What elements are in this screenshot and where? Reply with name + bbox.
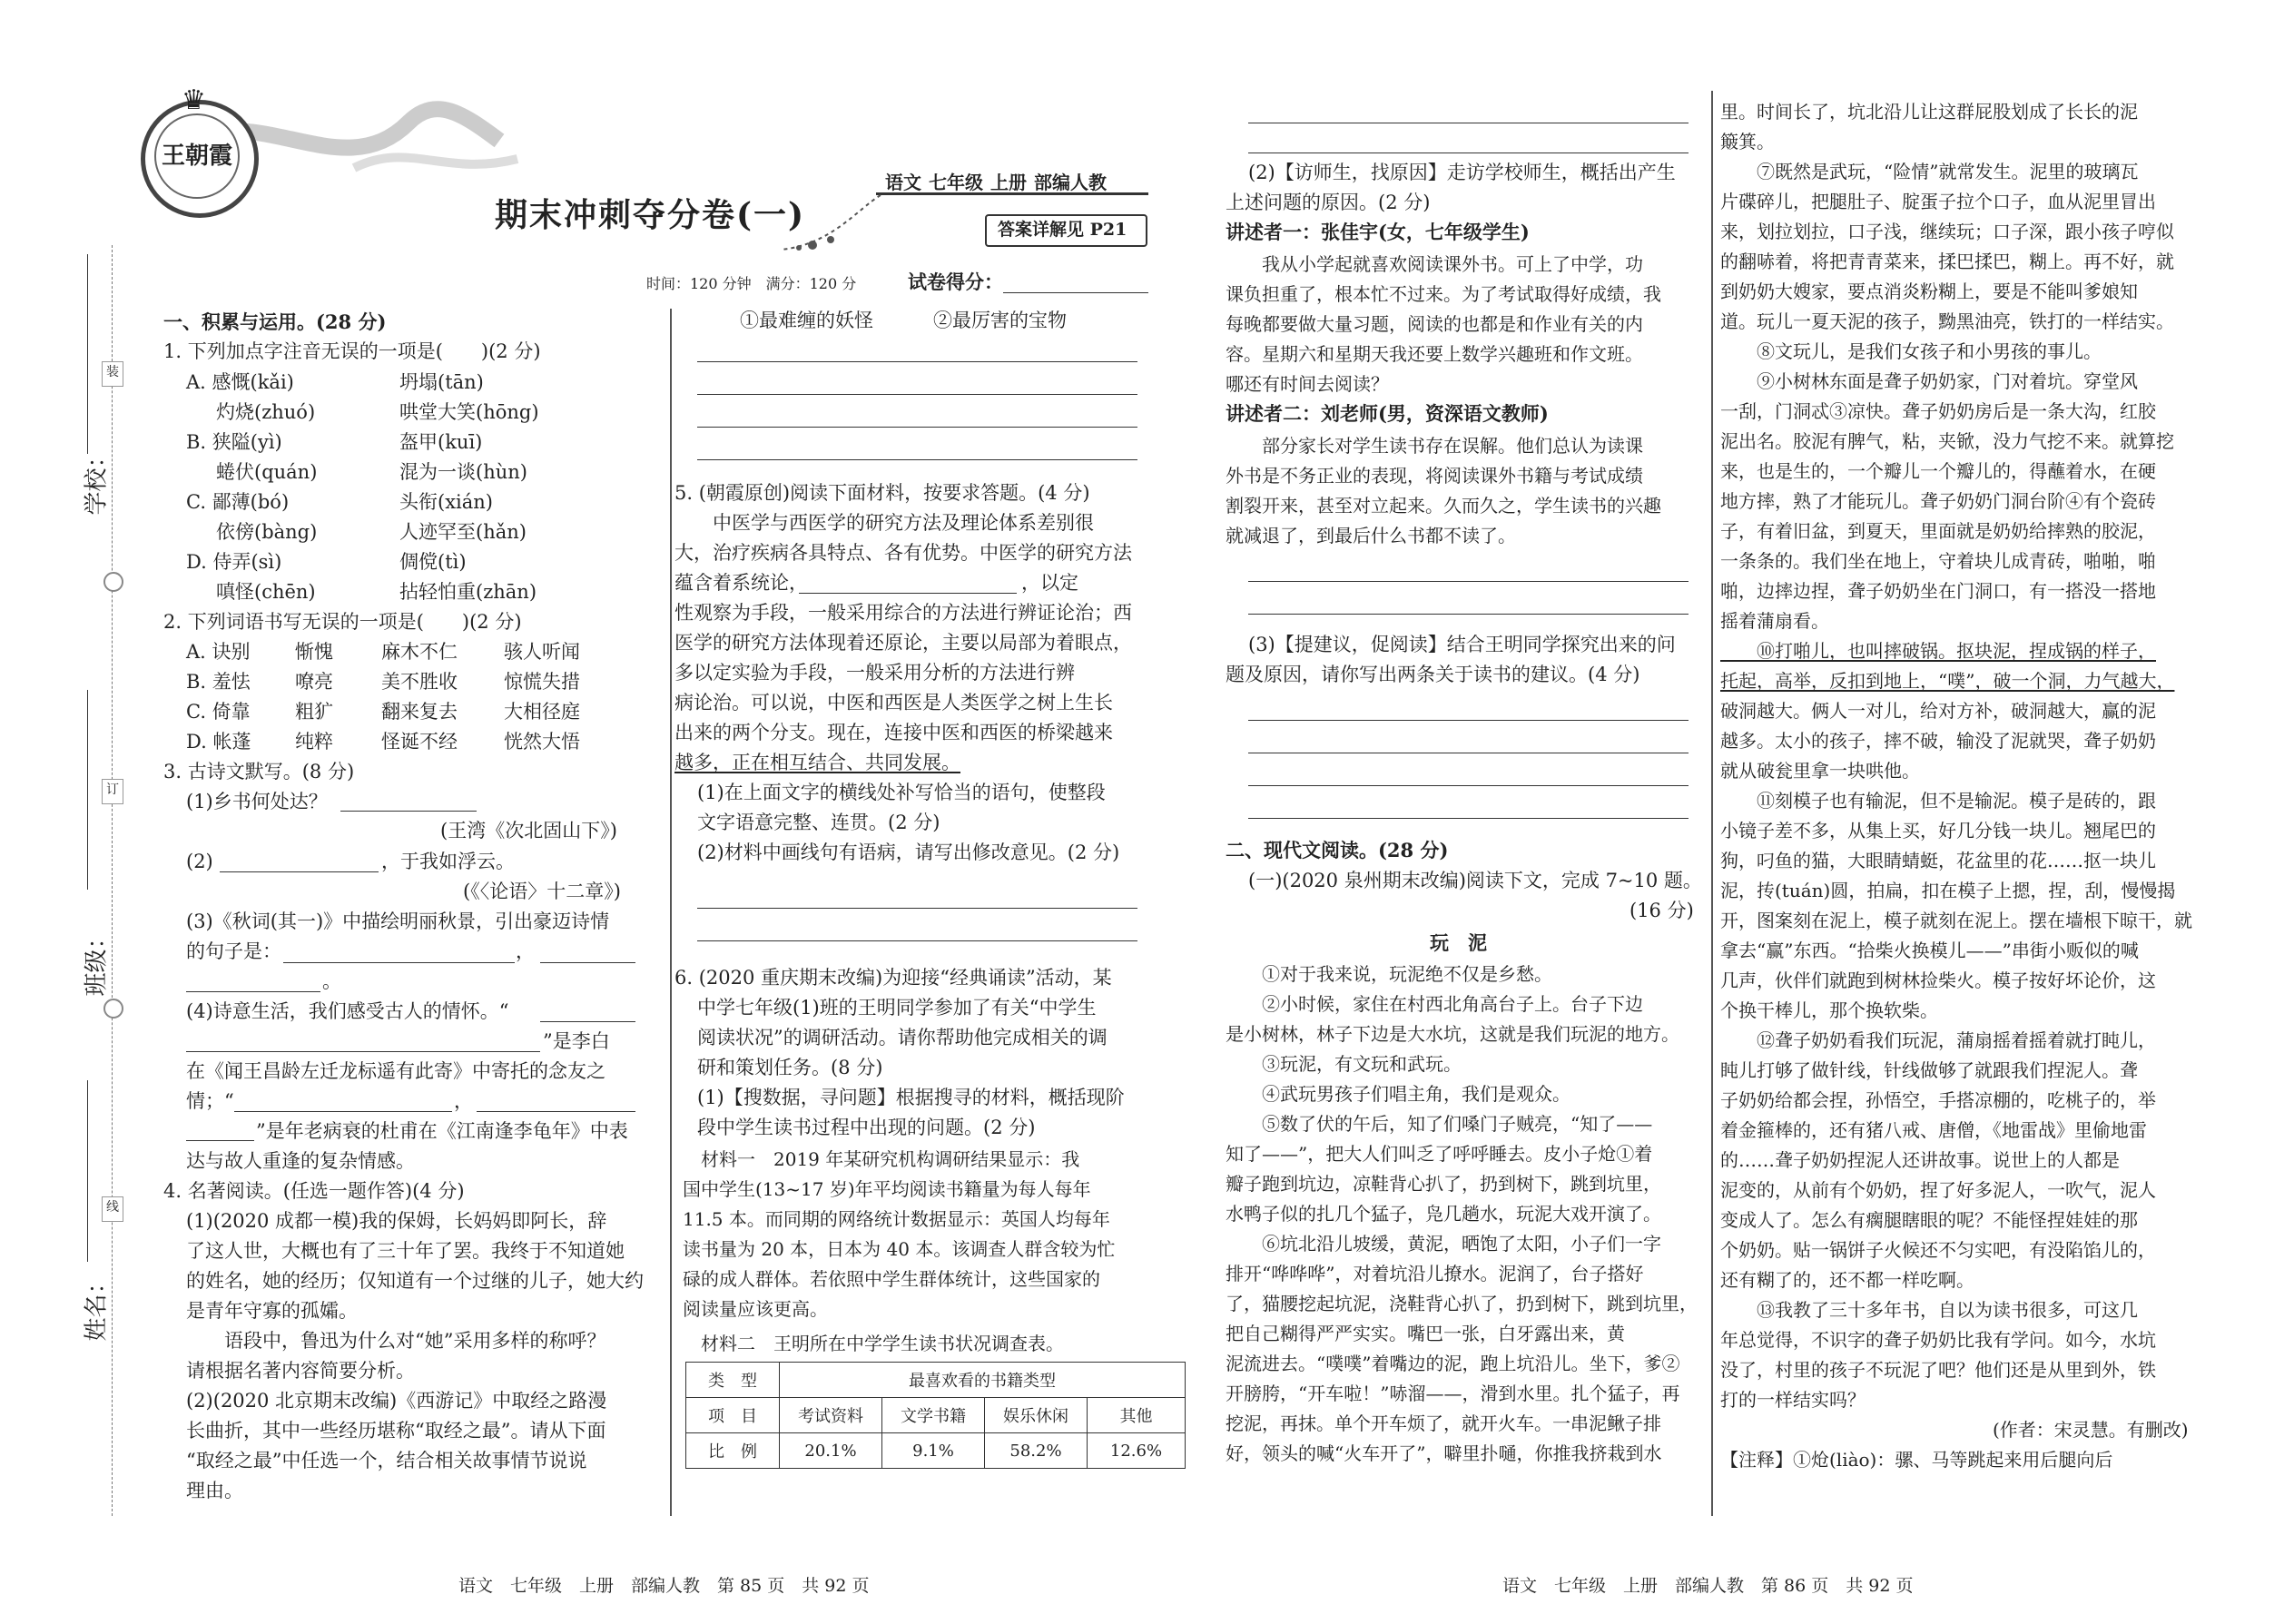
q1-opt-c1: C. 鄙薄(bó) [186,491,290,513]
q2-opt: 惭愧 [295,641,333,663]
school-label: 学校： [83,444,111,516]
class-label: 班级： [83,925,111,997]
logo-crown-icon: ♛ [182,84,206,116]
essay-line: 片碟碎儿，把腿肚子、腚蛋子拉个口子，血从泥里冒出 [1720,191,2156,212]
q6-2-answer-line[interactable] [1248,614,1689,615]
essay-line: ④武玩男孩子们唱主角，我们是观众。 [1226,1083,1570,1105]
material1-line: 国中学生(13~17 岁)年平均阅读书籍量为每人每年 [683,1178,1091,1200]
q6-line: 中学七年级(1)班的王明同学参加了有关“中学生 [697,997,1097,1019]
q5-sub: 文字语意完整、连贯。(2 分) [697,812,940,833]
essay-title: 玩 泥 [1430,931,1487,954]
q3-1-answer[interactable] [340,811,477,812]
speaker2-label: 讲述者二：刘老师(男，资深语文教师) [1226,402,1549,425]
name-field[interactable] [87,1080,88,1262]
essay-line: 年总觉得，不识字的聋子奶奶比我有学问。如今，水坑 [1720,1329,2156,1351]
table-cell: 类 型 [686,1363,780,1398]
speaker2-text: 部分家长对学生读书存在误解。他们总认为读课 [1226,435,1643,457]
header-dotted-curve [776,191,885,259]
q4-choice-2: ②最厉害的宝物 [933,310,1067,331]
table-cell: 12.6% [1088,1433,1186,1469]
q4-1-line: (1)(2020 成都一模)我的保姆，长妈妈即阿长，辞 [186,1210,607,1232]
q6-3-answer-line[interactable] [1248,818,1689,819]
speaker2-text: 外书是不务正业的表现，将阅读课外书籍与考试成绩 [1226,465,1643,487]
essay-line: 了，猫腰挖起坑泥，浇鞋背心扒了，扔到树下，跳到坑里， [1226,1293,1698,1314]
q1-opt-a1: A. 感慨(kǎi) [186,371,294,393]
essay-line: 子奶奶给都会捏，孙悟空，手搭凉棚的，吃桃子的，举 [1720,1089,2156,1111]
q5-text: 性观察为手段，一般采用综合的方法进行辨证论治；西 [674,602,1132,624]
q2-stem: 2. 下列词语书写无误的一项是( )(2 分) [163,611,522,633]
speaker1-label: 讲述者一：张佳宇(女，七年级学生) [1226,221,1530,243]
essay-line: 小镜子差不多，从集上买，好几分钱一块儿。翘尾巴的 [1720,820,2156,842]
q5-text: 病论治。可以说，中医和西医是人类医学之树上生长 [674,692,1113,714]
q4-2-line: “取经之最”中任选一个，结合相关故事情节说说 [186,1450,587,1471]
essay-line: ⑬我教了三十多年书，自以为读书很多，可这几 [1720,1299,2138,1321]
q5-text: 多以定实验为手段，一般采用分析的方法进行辨 [674,662,1075,684]
subject-tag: 语文 [885,172,921,193]
q3-1-source: (王湾《次北固山下》) [440,820,617,842]
essay-line: 变成人了。怎么有瘸腿瞎眼的呢？不能怪捏娃娃的那 [1720,1209,2138,1231]
essay-line: ⑤数了伏的午后，知了们嗓门子贼亮，“知了—— [1226,1113,1653,1135]
exam-title: 期末冲刺夺分卷(一) [495,196,806,234]
q4-answer-line[interactable] [697,394,1137,395]
q5-text: 大，治疗疾病各具特点、各有优势。中医学的研究方法 [674,542,1132,564]
q1-stem: 1. 下列加点字注音无误的一项是( )(2 分) [163,340,541,362]
q2-opt: 麻木不仁 [381,641,458,663]
essay-line: 泥出名。胶泥有脾气，粘，夹锨，没力气挖不来。就算挖 [1720,430,2174,452]
q5-fill-blank[interactable] [799,593,1017,594]
q3-3-answer-a[interactable] [283,962,515,963]
essay-line: 簸箕。 [1720,131,1775,153]
essay-line: 子，有着旧盆，到夏天，里面就是奶奶给摔熟的胶泥， [1720,520,2156,542]
q3-4: (4)诗意生活，我们感受古人的情怀。“ [186,1000,509,1022]
q3-4f: ”是年老病衰的杜甫在《江南逢李龟年》中表 [256,1120,628,1142]
material1-line: 读书量为 20 本，日本为 40 本。该调查人群含较为忙 [683,1238,1116,1260]
q3-stem: 3. 古诗文默写。(8 分) [163,761,355,782]
material1-line: 碌的成人群体。若依照中学生群体统计，这些国家的 [683,1268,1100,1290]
speaker1-text: 我从小学起就喜欢阅读课外书。可上了中学，功 [1226,253,1643,275]
q4-2-line: (2)(2020 北京期末改编)《西游记》中取经之路漫 [186,1390,607,1412]
table-cell: 20.1% [780,1433,882,1469]
essay-line: 来，划拉划拉，口子浅，继续玩；口子深，跟小孩子哼似 [1720,221,2174,242]
essay-line: 知了——”，把大人们叫乏了呼呼睡去。皮小子炝①着 [1226,1143,1653,1165]
q2-opt: 嘹亮 [295,671,333,693]
essay-line: 个换干棒儿，那个换软柴。 [1720,999,1938,1021]
q6-line: 阅读状况”的调研活动。请你帮助他完成相关的调 [697,1027,1108,1048]
q5-text: 医学的研究方法体现着还原论，主要以局部为着眼点， [674,632,1132,654]
q4-1-line: 请根据名著内容简要分析。 [186,1360,415,1382]
q3-3-answer-c[interactable] [186,991,320,992]
table-cell: 其他 [1088,1398,1186,1433]
essay-line-underlined: 托起，高举，反扣到地上，“噗”，破一个洞，力气越大， [1720,670,2175,692]
essay-line: 挖泥，再抹。单个开车烦了，就开火车。一串泥鳅子排 [1226,1412,1661,1434]
essay-line: 没了，村里的孩子不玩泥了吧？他们还是从里到外，铁 [1720,1359,2156,1381]
q2-opt: 恍然大悟 [504,731,580,753]
q5-sub: (2)材料中画线句有语病，请写出修改意见。(2 分) [697,842,1120,863]
q6-line: 段中学生读书过程中出现的问题。(2 分) [697,1117,1036,1138]
q6-line: (1)【搜数据，寻问题】根据搜寻的材料，概括现阶 [697,1087,1125,1108]
material1-line: 材料一 2019 年某研究机构调研结果显示：我 [683,1148,1080,1170]
essay-line: ⑧文玩儿，是我们女孩子和小男孩的事儿。 [1720,340,2102,362]
essay-line: 排开“哗哗哗”，对着坑沿儿撩水。泥润了，台子搭好 [1226,1263,1644,1284]
essay-line: 是小树林，林子下边是大水坑，这就是我们玩泥的地方。 [1226,1023,1679,1045]
essay-line: 着金箍棒的，还有猪八戒、唐僧，《地雷战》里偷地雷 [1720,1119,2147,1141]
reading-intro: (一)(2020 泉州期末改编)阅读下文，完成 7~10 题。 [1248,870,1702,891]
page-footer-right: 语文 七年级 上册 部编人教 第 86 页 共 92 页 [1502,1576,1914,1596]
q3-3b: 的句子是： [186,940,281,962]
q1-opt-d2: 倜傥(tì) [399,551,467,573]
essay-line: 破洞越大。俩人一对儿，给对方补，破洞越大，赢的泥 [1720,700,2156,722]
q6-2-line: (2)【访师生，找原因】走访学校师生，概括出产生 [1248,162,1676,183]
q1-opt-a2: 坍塌(tān) [399,371,484,393]
essay-line: 的翻哧着，将把青青菜来，揉巴揉巴，糊上。再不好，就 [1720,251,2174,272]
q1-opt-d1: D. 侍弄(sì) [186,551,282,573]
binding-hole-icon [103,999,123,1019]
q3-4-answer-d[interactable] [186,1140,254,1141]
q2-opt: D. 帐蓬 [186,731,251,753]
essay-line: 泥流进去。“噗噗”着嘴边的泥，跑上坑沿儿。坐下，爹② [1226,1353,1680,1374]
q2-opt: A. 诀别 [186,641,251,663]
essay-line: 还有糊了的，还不都一样吃啊。 [1720,1269,1974,1291]
q3-3-answer-b[interactable] [540,962,635,963]
table-cell: 58.2% [985,1433,1088,1469]
q5-text: 出来的两个分支。现在，连接中医和西医的桥梁越来 [674,722,1113,743]
essay-line: ③玩泥，有文玩和武玩。 [1226,1053,1462,1075]
essay-line: 一刮，门洞忒③凉快。聋子奶奶房后是一条大沟，红胶 [1720,400,2156,422]
q3-4c: 在《闻王昌龄左迁龙标遥有此寄》中寄托的念友之 [186,1060,605,1082]
q1-opt-d4: 拈轻怕重(zhān) [399,581,537,603]
section2-heading: 二、现代文阅读。(28 分) [1226,839,1449,861]
q3-4-answer-a2[interactable] [186,1051,540,1052]
essay-line: ⑪刻模子也有输泥，但不是输泥。模子是砖的，跟 [1720,790,2156,812]
q4-1-line: 语段中，鲁迅为什么对“她”采用多样的称呼？ [186,1330,606,1352]
essay-line: ⑥坑北沿儿坡缓，黄泥，晒饱了太阳，小子们一字 [1226,1233,1661,1255]
q1-opt-b3: 蜷伏(quán) [216,461,318,483]
q4-stem: 4. 名著阅读。(任选一题作答)(4 分) [163,1180,465,1202]
q3-4g: 达与故人重逢的复杂情感。 [186,1150,415,1172]
q1-opt-c3: 依傍(bàng) [216,521,318,543]
q6-3-line: 题及原因，请你写出两条关于读书的建议。(4 分) [1226,664,1640,685]
q3-2b: ，于我如浮云。 [381,851,515,872]
essay-line: 就从破瓮里拿一块哄他。 [1720,760,1920,782]
essay-line: 打的一样结实吗？ [1720,1389,1866,1411]
speaker1-text: 每晚都要做大量习题，阅读的也都是和作业有关的内 [1226,313,1643,335]
q2-opt: 骇人听闻 [504,641,580,663]
essay-line: 来，也是生的，一个瓣儿一个瓣儿的，得蘸着水，在硬 [1720,460,2156,482]
q4-choice-1: ①最难缠的妖怪 [740,310,873,331]
q4-answer-line[interactable] [697,459,1137,460]
essay-line: 开膀胯，“开车啦！”哧溜——，滑到水里。扎个猛子，再 [1226,1383,1680,1404]
essay-line: 一条条的。我们坐在地上，守着块儿成青砖，啪啪，啪 [1720,550,2156,572]
score-label: 试卷得分： [908,271,1003,293]
essay-line-underlined: ⑩打啪儿，也叫摔破锅。抠块泥，捏成锅的样子， [1720,640,2156,662]
essay-line: 摇着蒲扇看。 [1720,610,1829,632]
essay-line: 里。时间长了，坑北沿儿让这群屁股划成了长长的泥 [1720,101,2138,123]
q3-4-answer-a[interactable] [540,1021,635,1022]
table-cell: 项 目 [686,1398,780,1433]
q4-2-line: 理由。 [186,1480,243,1501]
q3-4d: 情；“ [186,1090,234,1112]
essay-author: (作者：宋灵慧。有删改) [1993,1419,2189,1441]
q6-line: 研和策划任务。(8 分) [697,1057,883,1078]
seal-char-2: 订 [102,779,123,804]
q5-text-underlined: 越多，正在相互结合、共同发展。 [674,752,960,773]
table-cell: 考试资料 [780,1398,882,1433]
essay-line: 盹儿打够了做针线，针线做够了就跟我们捏泥人。聋 [1720,1059,2138,1081]
seal-char-1: 装 [102,361,123,387]
essay-line: 好，领头的喊“火车开了”，噼里扑嗵，你推我挤栽到水 [1226,1442,1662,1464]
q4-2-line: 长曲折，其中一些经历堪称“取经之最”。请从下面 [186,1420,606,1442]
essay-line: ②小时候，家住在村西北角高台子上。台子下边 [1226,993,1643,1015]
q4-answer-line[interactable] [697,361,1137,362]
q2-opt: B. 羞怯 [186,671,251,693]
q1-opt-a3: 灼烧(zhuó) [216,401,316,423]
q5-text: 中医学与西医学的研究方法及理论体系差别很 [674,512,1094,534]
answer-ref-box [985,214,1147,247]
q2-opt: 怪诞不经 [381,731,458,753]
q3-2a: (2) [186,851,213,872]
essay-line: 几声，伙伴们就跑到树林捡柴火。模子按好坏论价，这 [1720,969,2156,991]
q3-4-answer-b[interactable] [234,1111,452,1112]
q5-answer-line[interactable] [697,940,1137,941]
score-field[interactable] [1003,292,1148,293]
essay-line: 瓣子跑到坑边，凉鞋背心扒了，扔到树下，跳到坑里， [1226,1173,1661,1195]
q2-opt: C. 倚靠 [186,701,251,723]
material2-title: 材料二 王明所在中学学生读书状况调查表。 [683,1333,1064,1354]
q6-3-line: (3)【提建议，促阅读】结合王明同学探究出来的问 [1248,634,1676,655]
essay-line: 水鸭子似的扎几个猛子，凫几趟水，玩泥大戏开演了。 [1226,1203,1661,1225]
q5-sub: (1)在上面文字的横线处补写恰当的语句，使整段 [697,782,1106,803]
page-footer-left: 语文 七年级 上册 部编人教 第 85 页 共 92 页 [458,1576,870,1596]
q3-4-answer-c[interactable] [477,1111,635,1112]
q3-2-answer[interactable] [220,871,379,872]
q2-opt: 粗犷 [295,701,333,723]
q1-opt-c2: 头衔(xián) [399,491,493,513]
table-cell: 比 例 [686,1433,780,1469]
seal-char-3: 线 [102,1196,123,1222]
logo-text: 王朝霞 [162,143,233,170]
q4-1-line: 了这人世，大概也有了三十年了罢。我终于不知道她 [186,1240,625,1262]
speaker2-text: 就减退了，到最后什么书都不读了。 [1226,525,1516,546]
answer-ref: 答案详解见 P21 [998,220,1127,240]
q3-4e: ， [454,1090,473,1112]
essay-line: 泥变的，从前有个奶奶，捏了好多泥人，一吹气，泥人 [1720,1179,2156,1201]
essay-line: 越多。太小的孩子，摔不破，输没了泥就哭，聋子奶奶 [1720,730,2156,752]
table-cell: 娱乐休闲 [985,1398,1088,1433]
table-cell: 最喜欢看的书籍类型 [780,1363,1186,1398]
grade-tag: 七年级 [929,172,983,193]
essay-line: 狗，叼鱼的猫，大眼睛蜻蜓，花盆里的花……抠一块儿 [1720,850,2156,871]
q2-opt: 大相径庭 [504,701,580,723]
q1-opt-d3: 嗔怪(chēn) [216,581,316,603]
q3-1: (1)乡书何处达？ [186,791,328,812]
essay-line: 的……聋子奶奶捏泥人还讲故事。说世上的人都是 [1720,1149,2120,1171]
q5-answer-line[interactable] [697,908,1137,909]
essay-line: ⑦既然是武玩，“险情”就常发生。泥里的玻璃瓦 [1720,161,2139,182]
essay-line: 到奶奶大嫂家，要点消炎粉糊上，要是不能叫爹娘知 [1720,281,2138,302]
speaker2-text: 割裂开来，甚至对立起来。久而久之，学生读书的兴趣 [1226,495,1661,517]
volume-tag: 上册 [990,172,1027,193]
q2-opt: 翻来复去 [381,701,458,723]
table-cell: 文学书籍 [882,1398,985,1433]
essay-line: ⑫聋子奶奶看我们玩泥，蒲扇摇着摇着就打盹儿， [1720,1029,2156,1051]
time-info: 时间：120 分钟 满分：120 分 [646,275,857,292]
q2-opt: 美不胜收 [381,671,458,693]
class-field[interactable] [87,690,88,890]
essay-line: 个奶奶。贴一锅饼子火候还不匀实吧，有没陷馅儿的， [1720,1239,2156,1261]
reading-score: (16 分) [1629,900,1694,921]
q3-3: (3)《秋词(其一)》中描绘明丽秋景，引出豪迈诗情 [186,910,610,932]
essay-line: 道。玩儿一夏天泥的孩子，黝黑油亮，铁打的一样结实。 [1720,310,2174,332]
essay-line: 把自己糊得严严实实。嘴巴一张，白牙露出来，黄 [1226,1323,1625,1344]
essay-line: ⑨小树林东面是聋子奶奶家，门对着坑。穿堂风 [1720,370,2138,392]
reading-survey-table [685,1362,1186,1469]
speaker1-text: 哪还有时间去阅读？ [1226,373,1389,395]
essay-line: 啪，边摔边捏，聋子奶奶坐在门洞口，有一搭没一搭地 [1720,580,2156,602]
essay-line: 开，图案刻在泥上，模子就刻在泥上。摆在墙根下晾干，就 [1720,910,2192,931]
q6-2-answer-line[interactable] [1248,581,1689,582]
subject-tags [885,168,1107,194]
essay-note: 【注释】①炝(liào)：骡、马等跳起来用后腿向后 [1720,1449,2113,1471]
q6-3-answer-line[interactable] [1248,785,1689,786]
material1-line: 11.5 本。而同期的网络统计数据显示：英国人均每年 [683,1208,1110,1230]
speaker1-text: 课负担重了，根本忙不过来。为了考试取得好成绩，我 [1226,283,1661,305]
q2-opt: 惊慌失措 [504,671,580,693]
q1-opt-b1: B. 狭隘(yì) [186,431,282,453]
q3-4b: ”是李白 [543,1030,610,1052]
material1-line: 阅读量应该更高。 [683,1298,828,1320]
essay-line: 泥，抟(tuán)圆，拍扁，扣在模子上摁，捏，刮，慢慢揭 [1720,880,2176,901]
q5-stem: 5. (朝霞原创)阅读下面材料，按要求答题。(4 分) [674,482,1090,504]
q6-2-line: 上述问题的原因。(2 分) [1226,192,1431,213]
essay-line: 拿去“赢”东西。“拾柴火换模儿——”串街小贩似的喊 [1720,940,2139,961]
binding-hole-icon [103,572,123,592]
q1-opt-c4: 人迹罕至(hǎn) [399,521,527,543]
q4-answer-line[interactable] [697,427,1137,428]
q4-1-line: 是青年守寡的孤孀。 [186,1300,358,1322]
q5-text: 蕴含着系统论， [674,572,808,594]
table-cell: 9.1% [882,1433,985,1469]
logo-seal [141,84,259,218]
q6-line: 6. (2020 重庆期末改编)为迎接“经典诵读”活动，某 [674,967,1112,989]
name-label: 姓名： [83,1270,111,1342]
essay-line: ①对于我来说，玩泥绝不仅是乡愁。 [1226,963,1552,985]
school-field[interactable] [87,254,88,454]
q3-2-source: (《〈论语〉十二章》) [463,881,621,902]
q2-opt: 纯粹 [295,731,333,753]
q1-opt-a4: 哄堂大笑(hōng) [399,401,539,423]
speaker1-text: 容。星期六和星期天我还要上数学兴趣班和作文班。 [1226,343,1643,365]
q4-1-line: 的姓名，她的经历；仅知道有一个过继的儿子，她大约 [186,1270,644,1292]
q6-3-answer-line[interactable] [1248,720,1689,721]
edition-tag: 部编人教 [1034,172,1107,193]
q1-opt-b2: 盔甲(kuī) [399,431,483,453]
section1-heading: 一、积累与运用。(28 分) [163,310,387,333]
essay-line: 地方摔，熟了才能玩儿。聋子奶奶门洞台阶④有个瓷砖 [1720,490,2156,512]
q1-opt-b4: 混为一谈(hùn) [399,461,527,483]
